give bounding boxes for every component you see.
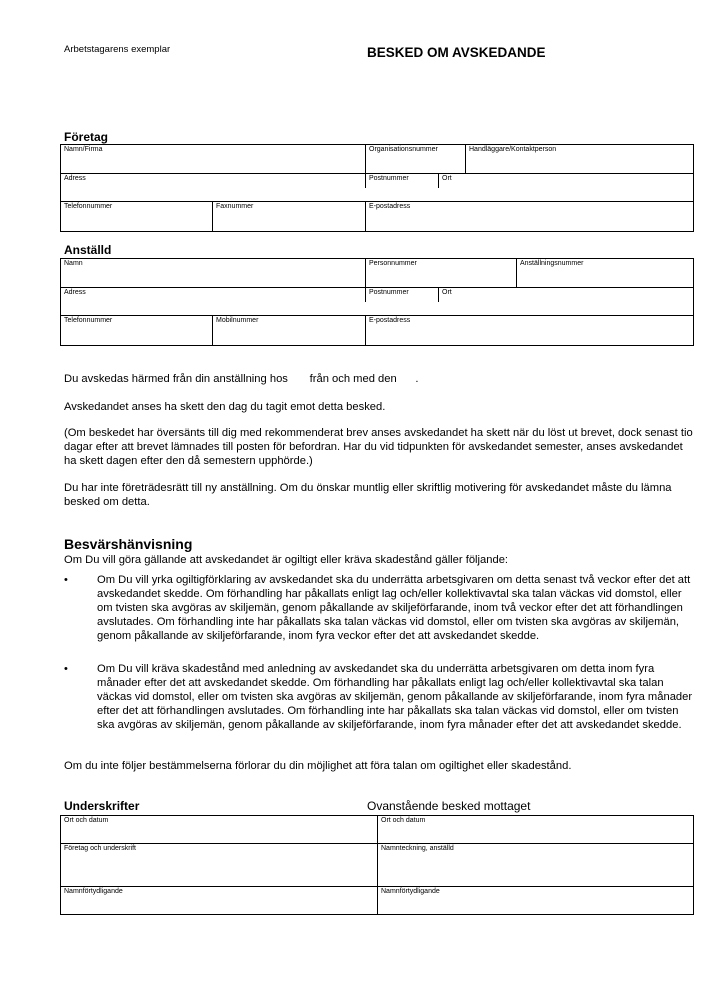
employee-signature-column <box>377 816 693 914</box>
employee-row-3 <box>61 316 693 345</box>
field-label: Namn/Firma <box>64 146 103 153</box>
field-label: Namnförtydligande <box>64 888 123 895</box>
preferential-right-text: Du har inte företrädesrätt till ny anställning. Om du önskar muntlig eller skriftlig motivering för avskedandet måste du lämna besked om detta. <box>64 482 672 508</box>
employee-row-1 <box>61 259 693 288</box>
field-label: Organisationsnummer <box>369 146 438 153</box>
copy-label: Arbetstagarens exemplar <box>64 44 171 55</box>
appeal-closing: Om du inte följer bestämmelserna förlorar du din möjlighet att föra talan om ogiltighet eller skadestånd. <box>64 760 572 772</box>
employee-name-field[interactable] <box>61 259 365 287</box>
field-label: Namnförtydligande <box>381 888 440 895</box>
company-phone-field[interactable] <box>61 202 212 231</box>
employee-address-field[interactable] <box>61 288 365 316</box>
appeal-bullet-damages: Om Du vill kräva skadestånd med anledning av avskedandet ska du underrätta arbetsgivaren om detta inom fyra månader efter det att avskedandet skedde. Om förhandling har påkallats enligt lag och/eller kollektivavtal ska talan väckas vid domstol, eller om tvisten ska avgöras av skiljemän, genom påkallande av skiljeförfarande, inom fyra månader efter det att förhandlingen avslutades. Om förhandling inte har påkallats ska talan väckas vid domstol, eller om tvisten ska avgöras av skiljemän, genom påkallande av skiljeförfarande, inom fyra månader efter det att avskedandet skedde. <box>97 663 693 731</box>
field-label: Ort <box>442 174 452 182</box>
field-label: Företag och underskrift <box>64 845 136 852</box>
registered-letter-text: (Om beskedet har översänts till dig med rekommenderat brev anses avskedandet ha skett när du löst ut brevet, dock senast tio dagar efter att brevet lämnades till posten för befordran. Har du vid tidpunkten för avskedandet semester, anses avskedandet ha skett dagen efter den då semestern upphörde.) <box>64 427 693 467</box>
field-label: Ort och datum <box>381 817 426 824</box>
company-heading: Företag <box>64 130 109 144</box>
company-name-field[interactable] <box>61 145 365 173</box>
bullet-icon: • <box>64 663 68 675</box>
employee-form <box>60 258 694 346</box>
company-address-field[interactable] <box>61 174 365 202</box>
dismissal-effective-text: Avskedandet anses ha skett den dag du tagit emot detta besked. <box>64 401 386 413</box>
employee-mobile-field[interactable] <box>212 316 365 345</box>
field-label: Ort <box>442 288 452 296</box>
employee-city-field[interactable] <box>439 288 695 316</box>
field-label: Telefonnummer <box>64 317 113 324</box>
field-label: Handläggare/Kontaktperson <box>469 146 557 153</box>
field-label: Postnummer <box>369 174 409 182</box>
field-label: Mobilnummer <box>216 317 259 324</box>
employer-signature-column <box>61 816 377 914</box>
company-handler-field[interactable] <box>465 145 695 173</box>
receipt-heading: Ovanstående besked mottaget <box>367 799 531 813</box>
employer-name-clarification-field[interactable] <box>61 887 377 914</box>
field-label: Adress <box>64 288 86 296</box>
employee-phone-field[interactable] <box>61 316 212 345</box>
employee-employment-number-field[interactable] <box>516 259 695 287</box>
employee-place-date-field[interactable] <box>378 816 693 844</box>
employee-signature-field[interactable] <box>378 844 693 887</box>
employee-row-2 <box>61 288 693 317</box>
employer-place-date-field[interactable] <box>61 816 377 844</box>
company-city-field[interactable] <box>439 174 695 202</box>
company-row-1 <box>61 145 693 174</box>
document-title: BESKED OM AVSKEDANDE <box>367 45 546 60</box>
company-org-number-field[interactable] <box>365 145 465 173</box>
employee-name-clarification-field[interactable] <box>378 887 693 914</box>
employee-postal-code-field[interactable] <box>365 288 439 302</box>
company-row-3 <box>61 202 693 231</box>
field-label: Postnummer <box>369 288 409 296</box>
field-label: Adress <box>64 174 86 182</box>
company-form <box>60 144 694 232</box>
appeal-bullet-invalidity: Om Du vill yrka ogiltigförklaring av avskedandet ska du underrätta arbetsgivaren om detta senast två veckor efter det att avskedandet skedde. Om förhandling har påkallats enligt lag och/eller kollektivavtal ska talan väckas vid domstol, eller om tvisten ska avgöras av skiljemän, genom påkallande av skiljeförfarande, inom två veckor efter det att förhandlingen avslutades. Om förhandling inte har påkallats ska talan väckas vid domstol, eller om tvisten ska avgöras av skiljemän, genom påkallande av skiljeförfarande, inom fyra veckor efter det att avskedandet skedde. <box>97 574 691 642</box>
field-label: E-postadress <box>369 317 411 324</box>
dismissal-statement: Du avskedas härmed från din anställning hos från och med den . <box>64 373 419 385</box>
company-postal-code-field[interactable] <box>365 174 439 188</box>
employee-heading: Anställd <box>64 243 112 257</box>
signature-table <box>60 815 694 915</box>
company-fax-field[interactable] <box>212 202 365 231</box>
field-label: E-postadress <box>369 203 411 210</box>
appeal-intro: Om Du vill göra gällande att avskedandet är ogiltigt eller kräva skadestånd gäller följande: <box>64 554 509 566</box>
field-label: Ort och datum <box>64 817 109 824</box>
bullet-icon: • <box>64 574 68 586</box>
employer-signature-field[interactable] <box>61 844 377 887</box>
signatures-heading: Underskrifter <box>64 799 140 813</box>
field-label: Telefonnummer <box>64 203 113 210</box>
field-label: Personnummer <box>369 260 417 267</box>
field-label: Anställningsnummer <box>520 260 584 267</box>
company-email-field[interactable] <box>365 202 695 231</box>
appeal-heading: Besvärshänvisning <box>64 536 193 552</box>
field-label: Namnteckning, anställd <box>381 845 454 852</box>
employee-personal-number-field[interactable] <box>365 259 516 287</box>
company-row-2 <box>61 174 693 203</box>
field-label: Namn <box>64 260 83 267</box>
employee-email-field[interactable] <box>365 316 695 345</box>
field-label: Faxnummer <box>216 203 254 210</box>
